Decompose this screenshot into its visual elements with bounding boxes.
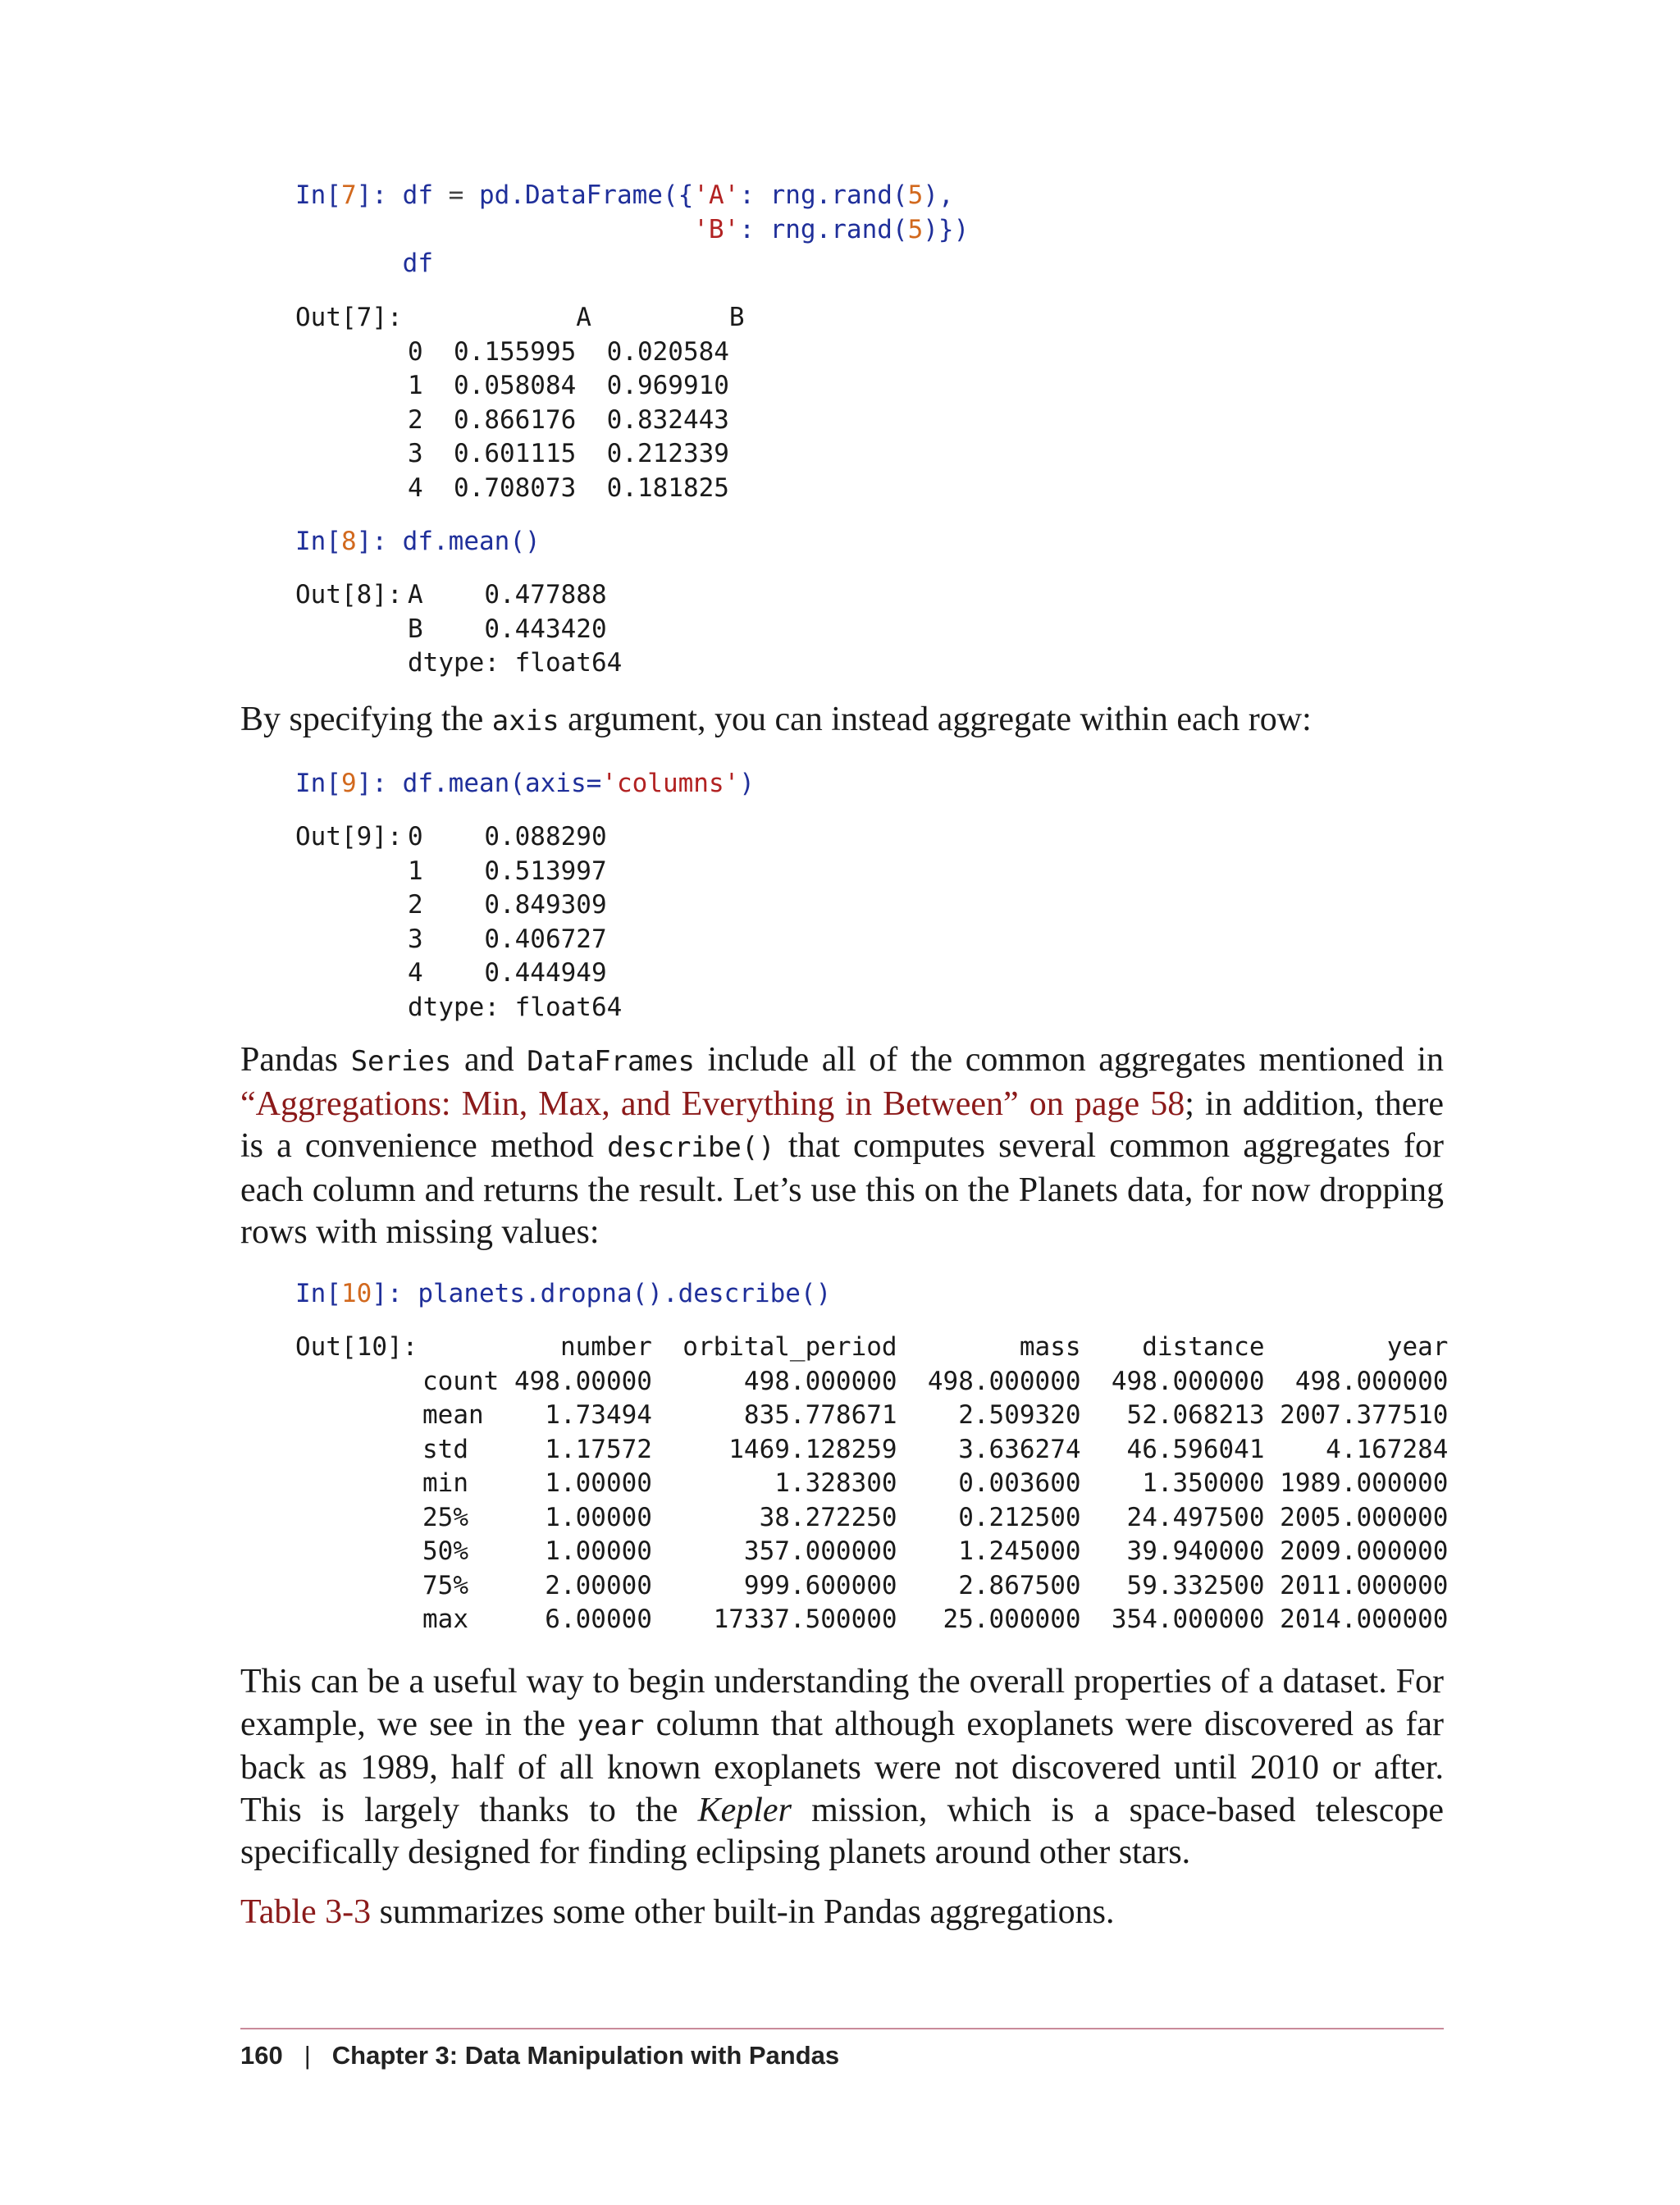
table-row: 4 0.708073 0.181825: [408, 472, 729, 503]
dataframe-out7: [408, 301, 745, 505]
series-row: 4 0.444949: [408, 958, 607, 988]
code-cell-in10: In[10]: planets.dropna().describe(): [295, 1279, 832, 1308]
series-row: 3 0.406727: [408, 924, 607, 954]
column-header-row: number orbital_period mass distance year: [422, 1332, 1449, 1362]
paragraph-table-ref: Table 3-3 summarizes some other built-in Pandas aggregations.: [240, 1893, 1115, 1931]
page-footer: 160 | Chapter 3: Data Manipulation with Pandas: [240, 2041, 840, 2070]
prompt: In[7]:: [295, 180, 403, 210]
table-link[interactable]: Table 3-3: [240, 1893, 372, 1931]
code-cell-in8: In[8]: df.mean(): [295, 527, 541, 556]
dtype-label: dtype: float64: [408, 992, 623, 1022]
table-row: 2 0.866176 0.832443: [408, 404, 729, 435]
series-row: A 0.477888: [408, 580, 607, 609]
table-row: min 1.00000 1.328300 0.003600 1.350000 1989.000000: [422, 1468, 1449, 1498]
table-row: 1 0.058084 0.969910: [408, 371, 729, 400]
table-row: 3 0.601115 0.212339: [408, 439, 729, 468]
table-row: 75% 2.00000 999.600000 2.867500 59.332500 2011.000000: [422, 1570, 1449, 1600]
code-output-out9: Out[9]:: [295, 822, 403, 851]
footer-rule: [240, 2028, 1444, 2029]
paragraph-describe: Pandas Series and DataFrames include all of the common aggregates mentioned in “Aggregations: Min, Max, and Everything in Between” on page 58; in addition, there is a convenience method describe() that computes several common aggregates for each column and returns the result. Let’s use this on the Planets data, for now dropping rows with missing values:: [240, 1041, 1445, 1251]
dtype-label: dtype: float64: [408, 648, 623, 678]
paragraph-summary: This can be a useful way to begin understanding the overall properties of a dataset. For example, we see in the year column that although exoplanets were discovered as far back as 1989, half of all known exoplanets were not discovered until 2010 or after. This is largely thanks to the Kepler mission, which is a space-based telescope specifically designed for finding eclipsing planets around other stars.: [240, 1663, 1445, 1871]
table-row: max 6.00000 17337.500000 25.000000 354.000000 2014.000000: [422, 1605, 1449, 1634]
table-row: count 498.00000 498.000000 498.000000 498.000000 498.000000: [422, 1366, 1449, 1396]
dataframe-out10: [422, 1331, 1448, 1637]
page-number: 160: [240, 2041, 283, 2070]
code-output-out7: [295, 301, 403, 336]
code-output-out8: Out[8]:: [295, 580, 403, 609]
series-row: 0 0.088290: [408, 822, 607, 851]
code-output-out10: Out[10]:: [295, 1332, 418, 1362]
series-row: B 0.443420: [408, 614, 607, 644]
series-row: 2 0.849309: [408, 890, 607, 920]
table-row: 25% 1.00000 38.272250 0.212500 24.497500 2005.000000: [422, 1502, 1449, 1532]
table-row: std 1.17572 1469.128259 3.636274 46.596041 4.167284: [422, 1434, 1449, 1464]
series-row: 1 0.513997: [408, 856, 607, 886]
column-header-row: A B: [408, 303, 745, 332]
series-out8: [408, 578, 622, 681]
out-prompt: Out[7]:: [295, 303, 403, 332]
paragraph-axis: By specifying the axis argument, you can instead aggregate within each row:: [240, 701, 1312, 738]
table-row: mean 1.73494 835.778671 2.509320 52.068213 2007.377510: [422, 1400, 1449, 1430]
series-out9: [408, 820, 622, 1025]
code-cell-in9: In[9]: df.mean(axis='columns'): [295, 769, 755, 798]
table-row: 0 0.155995 0.020584: [408, 336, 729, 367]
code-cell-in7: In[7]: df = pd.DataFrame({'A': rng.rand(5), 'B': rng.rand(5)}) df: [295, 180, 970, 278]
chapter-title: Chapter 3: Data Manipulation with Pandas: [331, 2041, 840, 2070]
cross-reference-link[interactable]: “Aggregations: Min, Max, and Everything in Between” on page 58: [240, 1084, 1185, 1123]
table-row: 50% 1.00000 357.000000 1.245000 39.940000 2009.000000: [422, 1536, 1449, 1566]
